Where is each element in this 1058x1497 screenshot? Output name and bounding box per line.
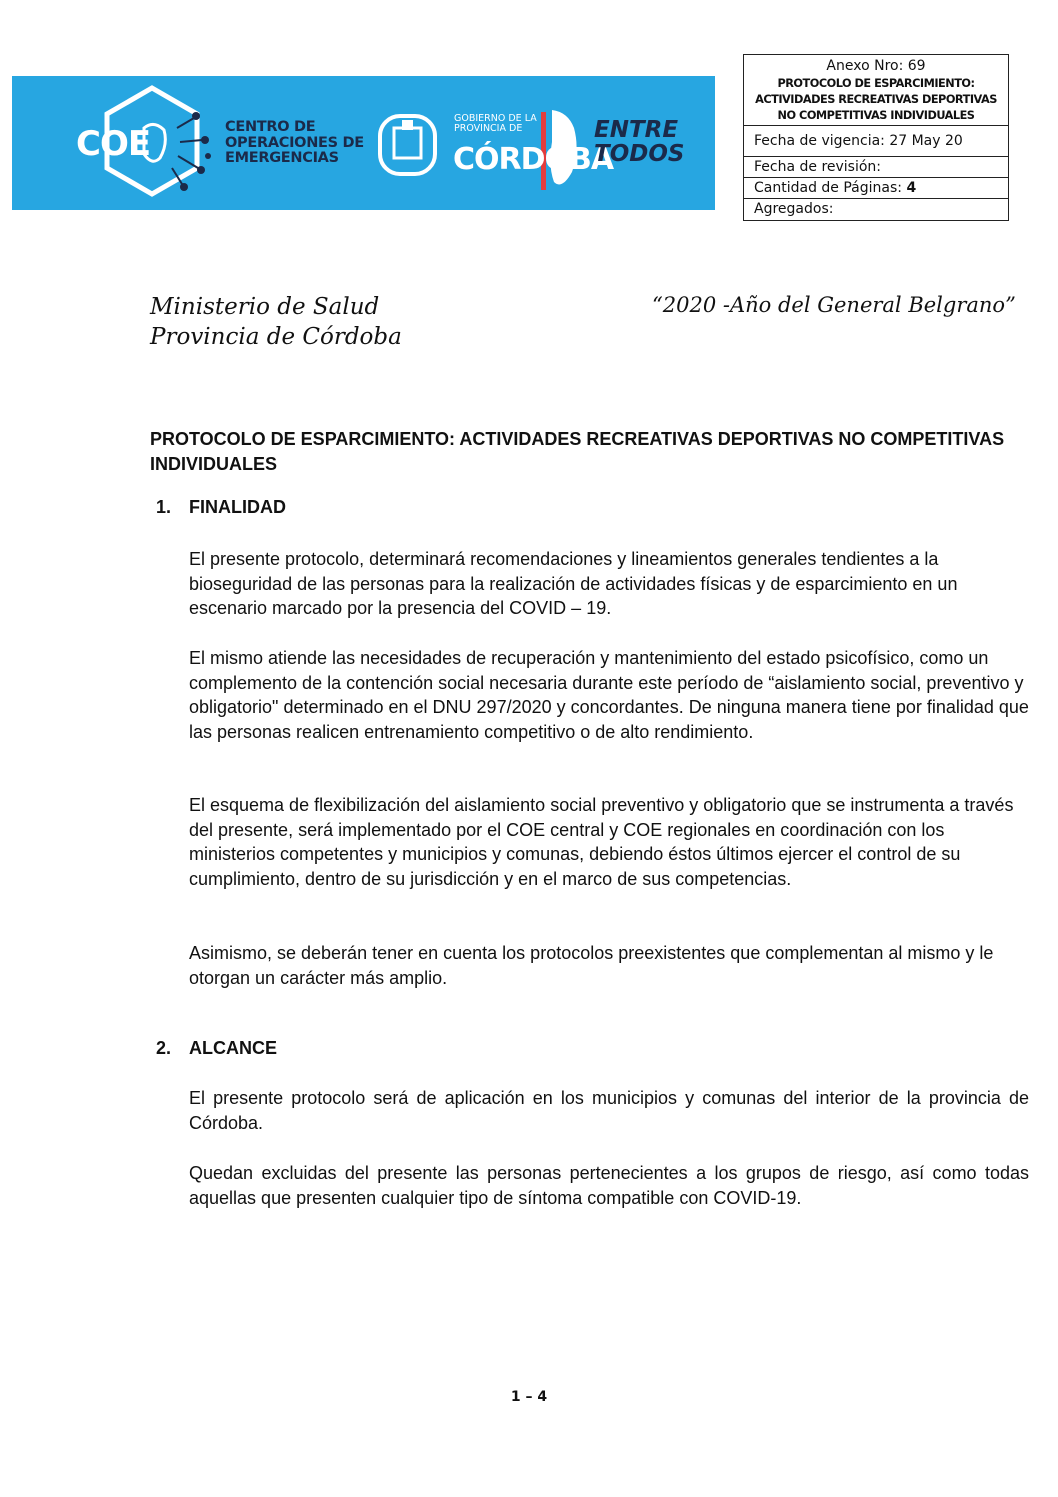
entre-todos-logo-text: ENTRE TODOS <box>594 117 685 167</box>
annex-header <box>744 55 1008 126</box>
paragraph: El esquema de flexibilización del aislamiento social preventivo y obligatorio que se instrumenta a través del presente, será implementado por el COE central y COE regionales en coordinación con los ministerios competentes y municipios y comunas, debiendo éstos últimos ejercer el control de su cumplimiento, dentro de su jurisdicción y en el marco de sus competencias. <box>189 795 1014 889</box>
section-title: FINALIDAD <box>189 497 286 517</box>
paragraph: El presente protocolo, determinará recomendaciones y lineamientos generales tendientes a la bioseguridad de las personas para la realización de actividades físicas y de esparcimiento en un escenario marcado por la presencia del COVID – 19. <box>189 549 958 618</box>
section-number: 1. <box>156 497 172 517</box>
annex-vigencia: Fecha de vigencia: 27 May 20 <box>744 126 1008 157</box>
annex-agregados: Agregados: <box>754 201 834 217</box>
document-title: PROTOCOLO DE ESPARCIMIENTO: ACTIVIDADES RECREATIVAS DEPORTIVAS NO COMPETITIVAS INDIVIDUALES <box>150 429 1005 474</box>
annex-info-box <box>743 54 1009 221</box>
coe-logo-text: COE <box>76 124 151 164</box>
paragraph: Asimismo, se deberán tener en cuenta los protocolos preexistentes que complementan al mismo y le otorgan un carácter más amplio. <box>189 943 994 988</box>
annex-paginas <box>744 178 1008 199</box>
section-number: 2. <box>156 1038 172 1058</box>
section-heading-alcance <box>156 1038 277 1059</box>
paragraph: El presente protocolo será de aplicación en los municipios y comunas del interior de la provincia de Córdoba. <box>189 1088 1029 1133</box>
header-banner <box>12 76 715 210</box>
annex-paginas-label: Cantidad de Páginas: <box>754 180 907 196</box>
cordoba-logo-text: CÓRDOBA <box>453 142 614 177</box>
cordoba-shield-icon <box>380 116 435 174</box>
paragraph: El mismo atiende las necesidades de recuperación y mantenimiento del estado psicofísico, como un complemento de la contención social necesaria durante este período de “aislamiento social, preventivo y obligatorio" determinado en el DNU 297/2020 y concordantes. De ninguna manera tiene por finalidad que las personas realicen entrenamiento competitivo o de alto rendimiento. <box>189 648 1029 742</box>
ministry-province: Provincia de Córdoba <box>150 324 402 350</box>
paragraph: Quedan excluidas del presente las personas pertenecientes a los grupos de riesgo, así como todas aquellas que presenten cualquier tipo de síntoma compatible con COVID-19. <box>189 1163 1029 1208</box>
section-title: ALCANCE <box>189 1038 277 1058</box>
ministry-heading <box>150 292 402 352</box>
section-heading-finalidad <box>156 497 286 518</box>
ministry-name: Ministerio de Salud <box>150 294 380 320</box>
annex-title: PROTOCOLO DE ESPARCIMIENTO: ACTIVIDADES RECREATIVAS DEPORTIVAS NO COMPETITIVAS INDIVIDUALES <box>755 77 997 122</box>
centro-operaciones-text: CENTRO DE OPERACIONES DE EMERGENCIAS <box>225 119 364 166</box>
page-number: 1 – 4 <box>510 1389 548 1405</box>
annex-revision: Fecha de revisión: <box>744 157 1008 178</box>
gobierno-provincia-text: GOBIERNO DE LA PROVINCIA DE <box>454 113 537 134</box>
annex-paginas-value: 4 <box>906 180 917 196</box>
annex-number: Anexo Nro: 69 <box>826 58 926 74</box>
year-motto: “2020 -Año del General Belgrano” <box>652 293 1016 317</box>
